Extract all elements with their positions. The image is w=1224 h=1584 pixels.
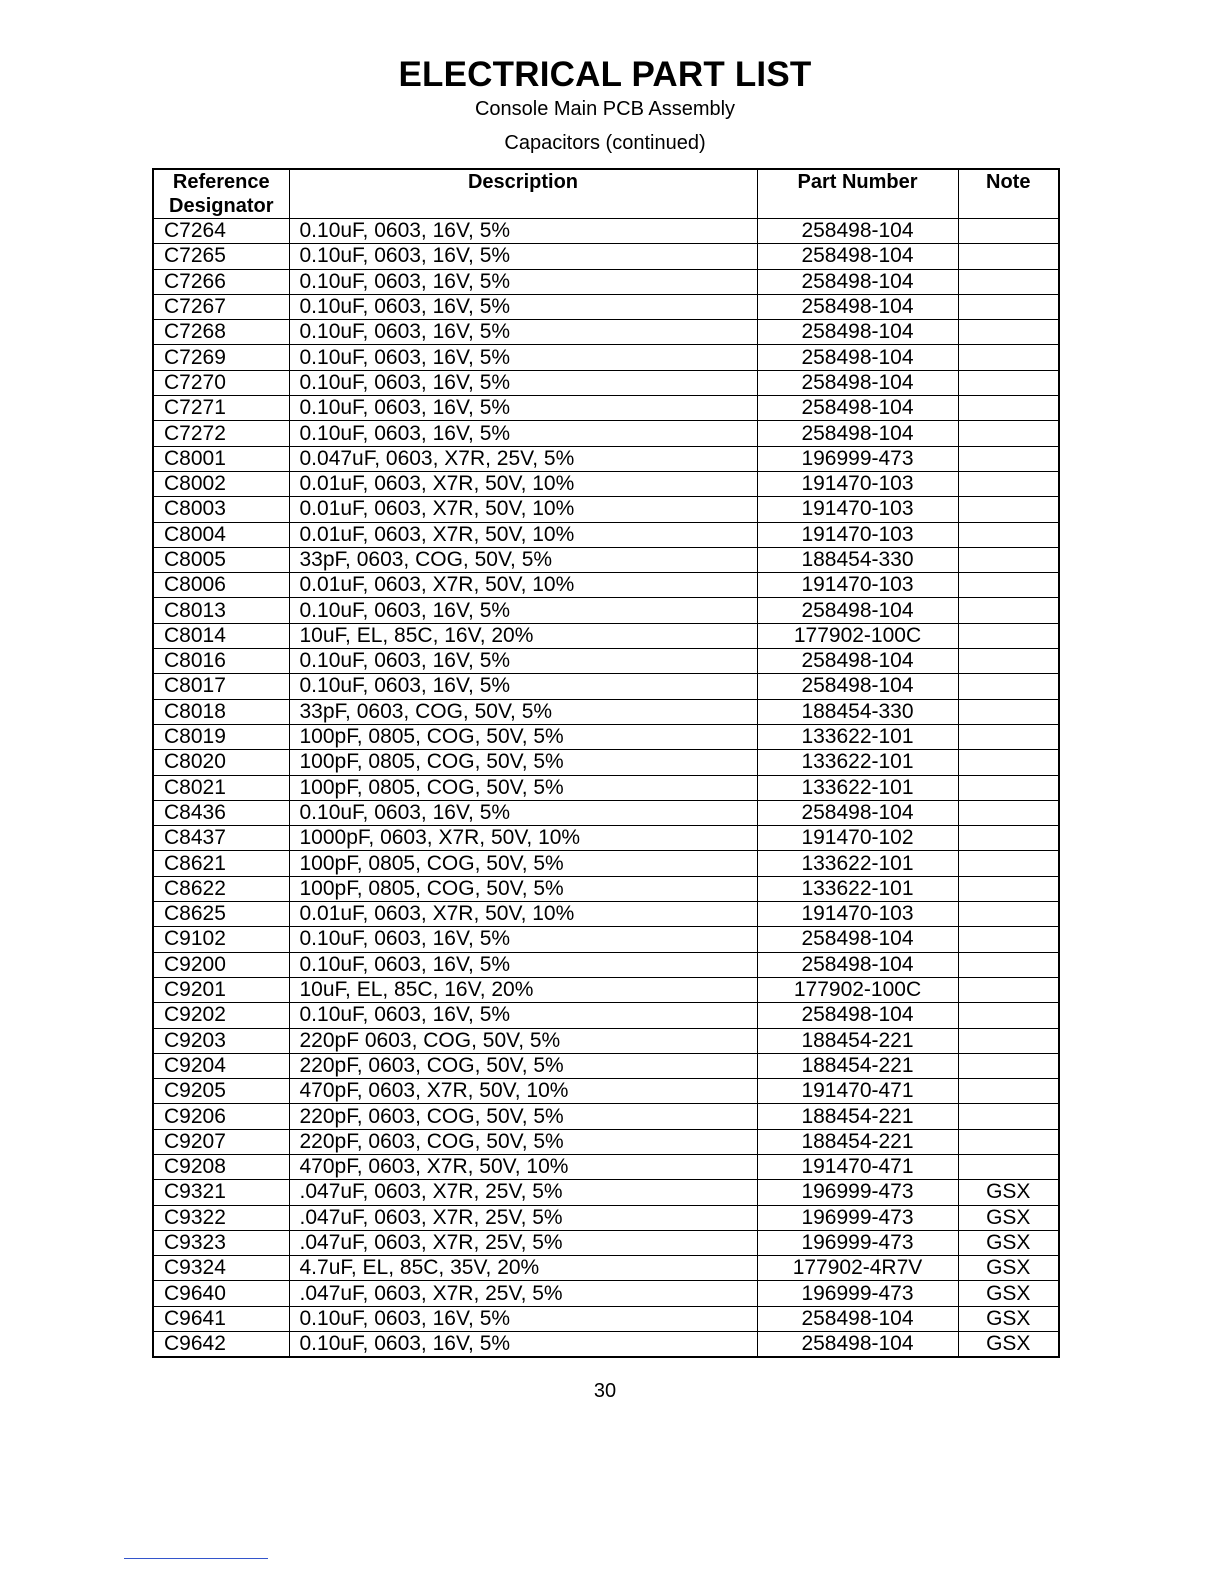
description-cell: 0.10uF, 0603, 16V, 5% <box>289 598 757 623</box>
table-row <box>153 800 1059 825</box>
column-header-note: Note <box>958 169 1059 219</box>
table-row <box>153 876 1059 901</box>
table-row <box>153 1003 1059 1028</box>
reference-cell: C8016 <box>153 649 289 674</box>
description-cell: 0.01uF, 0603, X7R, 50V, 10% <box>289 573 757 598</box>
table-row <box>153 294 1059 319</box>
description-cell: 0.10uF, 0603, 16V, 5% <box>289 1003 757 1028</box>
description-cell: .047uF, 0603, X7R, 25V, 5% <box>289 1281 757 1306</box>
note-cell <box>958 649 1059 674</box>
note-cell <box>958 775 1059 800</box>
description-cell: 0.10uF, 0603, 16V, 5% <box>289 800 757 825</box>
description-cell: 100pF, 0805, COG, 50V, 5% <box>289 851 757 876</box>
description-cell: 0.10uF, 0603, 16V, 5% <box>289 952 757 977</box>
table-row <box>153 497 1059 522</box>
reference-cell: C8625 <box>153 902 289 927</box>
part-number-cell: 196999-473 <box>757 446 958 471</box>
reference-cell: C8003 <box>153 497 289 522</box>
table-row <box>153 1154 1059 1179</box>
part-number-cell: 188454-221 <box>757 1028 958 1053</box>
part-number-cell: 258498-104 <box>757 927 958 952</box>
part-number-cell: 258498-104 <box>757 952 958 977</box>
table-row <box>153 1256 1059 1281</box>
note-cell <box>958 421 1059 446</box>
part-number-cell: 258498-104 <box>757 345 958 370</box>
table-row <box>153 573 1059 598</box>
description-cell: 0.10uF, 0603, 16V, 5% <box>289 396 757 421</box>
part-number-cell: 191470-103 <box>757 471 958 496</box>
reference-cell: C9640 <box>153 1281 289 1306</box>
description-cell: 220pF, 0603, COG, 50V, 5% <box>289 1129 757 1154</box>
description-cell: 0.01uF, 0603, X7R, 50V, 10% <box>289 522 757 547</box>
reference-cell: C8436 <box>153 800 289 825</box>
table-row <box>153 826 1059 851</box>
part-number-cell: 133622-101 <box>757 775 958 800</box>
part-number-cell: 188454-221 <box>757 1104 958 1129</box>
reference-cell: C9324 <box>153 1256 289 1281</box>
reference-cell: C9205 <box>153 1079 289 1104</box>
description-cell: 470pF, 0603, X7R, 50V, 10% <box>289 1079 757 1104</box>
table-row <box>153 1306 1059 1331</box>
part-number-cell: 196999-473 <box>757 1281 958 1306</box>
part-number-cell: 188454-221 <box>757 1053 958 1078</box>
part-number-cell: 133622-101 <box>757 876 958 901</box>
part-number-cell: 258498-104 <box>757 674 958 699</box>
part-number-cell: 258498-104 <box>757 800 958 825</box>
part-number-cell: 177902-4R7V <box>757 1256 958 1281</box>
table-row <box>153 269 1059 294</box>
description-cell: 0.10uF, 0603, 16V, 5% <box>289 269 757 294</box>
table-row <box>153 775 1059 800</box>
description-cell: 0.10uF, 0603, 16V, 5% <box>289 649 757 674</box>
part-number-cell: 258498-104 <box>757 294 958 319</box>
note-cell <box>958 370 1059 395</box>
reference-cell: C8018 <box>153 699 289 724</box>
table-row <box>153 1104 1059 1129</box>
table-row <box>153 1332 1059 1358</box>
reference-cell: C7265 <box>153 244 289 269</box>
note-cell <box>958 320 1059 345</box>
reference-cell: C9321 <box>153 1180 289 1205</box>
table-row <box>153 649 1059 674</box>
description-cell: 0.01uF, 0603, X7R, 50V, 10% <box>289 497 757 522</box>
part-number-cell: 133622-101 <box>757 750 958 775</box>
note-cell <box>958 1028 1059 1053</box>
note-cell <box>958 876 1059 901</box>
part-number-cell: 188454-330 <box>757 547 958 572</box>
note-cell <box>958 269 1059 294</box>
reference-cell: C8021 <box>153 775 289 800</box>
table-row <box>153 471 1059 496</box>
part-number-cell: 258498-104 <box>757 320 958 345</box>
note-cell <box>958 1003 1059 1028</box>
description-cell: 0.10uF, 0603, 16V, 5% <box>289 320 757 345</box>
description-cell: 0.10uF, 0603, 16V, 5% <box>289 294 757 319</box>
part-number-cell: 191470-103 <box>757 497 958 522</box>
description-cell: 100pF, 0805, COG, 50V, 5% <box>289 876 757 901</box>
part-number-cell: 191470-471 <box>757 1154 958 1179</box>
part-number-cell: 191470-103 <box>757 902 958 927</box>
table-row <box>153 345 1059 370</box>
part-number-cell: 188454-330 <box>757 699 958 724</box>
description-cell: 0.047uF, 0603, X7R, 25V, 5% <box>289 446 757 471</box>
reference-cell: C9204 <box>153 1053 289 1078</box>
reference-cell: C8621 <box>153 851 289 876</box>
part-number-cell: 258498-104 <box>757 370 958 395</box>
note-cell <box>958 471 1059 496</box>
note-cell <box>958 219 1059 244</box>
description-cell: 0.10uF, 0603, 16V, 5% <box>289 1306 757 1331</box>
description-cell: 220pF 0603, COG, 50V, 5% <box>289 1028 757 1053</box>
description-cell: 0.10uF, 0603, 16V, 5% <box>289 674 757 699</box>
table-row <box>153 421 1059 446</box>
description-cell: 220pF, 0603, COG, 50V, 5% <box>289 1104 757 1129</box>
description-cell: 0.10uF, 0603, 16V, 5% <box>289 370 757 395</box>
table-row <box>153 547 1059 572</box>
note-cell: GSX <box>958 1230 1059 1255</box>
part-number-cell: 258498-104 <box>757 269 958 294</box>
part-number-cell: 258498-104 <box>757 219 958 244</box>
table-row <box>153 446 1059 471</box>
column-header-part-number: Part Number <box>757 169 958 219</box>
description-cell: 100pF, 0805, COG, 50V, 5% <box>289 775 757 800</box>
part-number-cell: 258498-104 <box>757 421 958 446</box>
description-cell: 220pF, 0603, COG, 50V, 5% <box>289 1053 757 1078</box>
note-cell <box>958 927 1059 952</box>
note-cell <box>958 699 1059 724</box>
reference-cell: C7272 <box>153 421 289 446</box>
reference-cell: C8013 <box>153 598 289 623</box>
reference-cell: C9206 <box>153 1104 289 1129</box>
part-number-cell: 177902-100C <box>757 977 958 1002</box>
parts-table-body <box>153 219 1059 1358</box>
note-cell <box>958 902 1059 927</box>
description-cell: 100pF, 0805, COG, 50V, 5% <box>289 724 757 749</box>
note-cell <box>958 598 1059 623</box>
reference-cell: C9641 <box>153 1306 289 1331</box>
part-number-cell: 191470-102 <box>757 826 958 851</box>
note-cell <box>958 396 1059 421</box>
part-number-cell: 191470-471 <box>757 1079 958 1104</box>
page-number: 30 <box>593 1380 617 1402</box>
description-cell: 0.10uF, 0603, 16V, 5% <box>289 345 757 370</box>
table-row <box>153 674 1059 699</box>
part-number-cell: 196999-473 <box>757 1180 958 1205</box>
reference-cell: C8005 <box>153 547 289 572</box>
note-cell <box>958 623 1059 648</box>
note-cell: GSX <box>958 1205 1059 1230</box>
part-number-cell: 188454-221 <box>757 1129 958 1154</box>
description-cell: 470pF, 0603, X7R, 50V, 10% <box>289 1154 757 1179</box>
column-header-description: Description <box>289 169 757 219</box>
reference-cell: C9208 <box>153 1154 289 1179</box>
description-cell: .047uF, 0603, X7R, 25V, 5% <box>289 1205 757 1230</box>
table-row <box>153 699 1059 724</box>
part-number-cell: 258498-104 <box>757 1306 958 1331</box>
reference-cell: C7268 <box>153 320 289 345</box>
table-row <box>153 902 1059 927</box>
column-header-reference: Reference Designator <box>153 169 289 219</box>
reference-cell: C7266 <box>153 269 289 294</box>
description-cell: 4.7uF, EL, 85C, 35V, 20% <box>289 1256 757 1281</box>
reference-cell: C9323 <box>153 1230 289 1255</box>
reference-cell: C8014 <box>153 623 289 648</box>
description-cell: 33pF, 0603, COG, 50V, 5% <box>289 699 757 724</box>
part-number-cell: 258498-104 <box>757 649 958 674</box>
table-row <box>153 1281 1059 1306</box>
description-cell: 10uF, EL, 85C, 16V, 20% <box>289 977 757 1002</box>
note-cell <box>958 1079 1059 1104</box>
note-cell <box>958 1154 1059 1179</box>
part-number-cell: 133622-101 <box>757 724 958 749</box>
part-number-cell: 133622-101 <box>757 851 958 876</box>
note-cell <box>958 750 1059 775</box>
note-cell <box>958 724 1059 749</box>
description-cell: 0.10uF, 0603, 16V, 5% <box>289 421 757 446</box>
note-cell <box>958 345 1059 370</box>
note-cell <box>958 826 1059 851</box>
reference-cell: C7264 <box>153 219 289 244</box>
table-row <box>153 244 1059 269</box>
part-number-cell: 177902-100C <box>757 623 958 648</box>
note-cell <box>958 674 1059 699</box>
note-cell <box>958 800 1059 825</box>
table-row <box>153 1230 1059 1255</box>
table-row <box>153 750 1059 775</box>
reference-cell: C9642 <box>153 1332 289 1358</box>
description-cell: 1000pF, 0603, X7R, 50V, 10% <box>289 826 757 851</box>
description-cell: 0.10uF, 0603, 16V, 5% <box>289 927 757 952</box>
part-number-cell: 196999-473 <box>757 1205 958 1230</box>
note-cell <box>958 1053 1059 1078</box>
reference-cell: C9201 <box>153 977 289 1002</box>
note-cell <box>958 244 1059 269</box>
reference-cell: C8004 <box>153 522 289 547</box>
note-cell: GSX <box>958 1306 1059 1331</box>
table-row <box>153 598 1059 623</box>
part-number-cell: 258498-104 <box>757 598 958 623</box>
note-cell <box>958 547 1059 572</box>
reference-cell: C8437 <box>153 826 289 851</box>
table-row <box>153 370 1059 395</box>
reference-cell: C8002 <box>153 471 289 496</box>
reference-cell: C7270 <box>153 370 289 395</box>
description-cell: 0.10uF, 0603, 16V, 5% <box>289 244 757 269</box>
reference-cell: C9322 <box>153 1205 289 1230</box>
table-row <box>153 320 1059 345</box>
parts-table <box>152 168 1060 1358</box>
note-cell: GSX <box>958 1281 1059 1306</box>
table-row <box>153 724 1059 749</box>
table-row <box>153 927 1059 952</box>
note-cell: GSX <box>958 1332 1059 1358</box>
section-subtitle: Capacitors (continued) <box>504 132 706 154</box>
part-number-cell: 196999-473 <box>757 1230 958 1255</box>
table-row <box>153 851 1059 876</box>
description-cell: 0.01uF, 0603, X7R, 50V, 10% <box>289 471 757 496</box>
note-cell <box>958 952 1059 977</box>
description-cell: 100pF, 0805, COG, 50V, 5% <box>289 750 757 775</box>
note-cell <box>958 573 1059 598</box>
note-cell <box>958 1129 1059 1154</box>
reference-cell: C8001 <box>153 446 289 471</box>
table-row <box>153 1053 1059 1078</box>
part-number-cell: 191470-103 <box>757 573 958 598</box>
reference-cell: C9102 <box>153 927 289 952</box>
table-row <box>153 623 1059 648</box>
description-cell: 0.10uF, 0603, 16V, 5% <box>289 219 757 244</box>
description-cell: .047uF, 0603, X7R, 25V, 5% <box>289 1230 757 1255</box>
table-row <box>153 1079 1059 1104</box>
reference-cell: C7269 <box>153 345 289 370</box>
reference-cell: C8017 <box>153 674 289 699</box>
footer-divider <box>124 1558 268 1559</box>
note-cell <box>958 497 1059 522</box>
note-cell <box>958 294 1059 319</box>
note-cell: GSX <box>958 1180 1059 1205</box>
reference-cell: C9202 <box>153 1003 289 1028</box>
description-cell: .047uF, 0603, X7R, 25V, 5% <box>289 1180 757 1205</box>
reference-cell: C9207 <box>153 1129 289 1154</box>
table-row <box>153 1129 1059 1154</box>
note-cell <box>958 1104 1059 1129</box>
description-cell: 33pF, 0603, COG, 50V, 5% <box>289 547 757 572</box>
reference-cell: C8019 <box>153 724 289 749</box>
part-number-cell: 258498-104 <box>757 396 958 421</box>
table-row <box>153 1028 1059 1053</box>
table-row <box>153 522 1059 547</box>
reference-cell: C8006 <box>153 573 289 598</box>
reference-cell: C7267 <box>153 294 289 319</box>
reference-cell: C9203 <box>153 1028 289 1053</box>
table-row <box>153 396 1059 421</box>
note-cell <box>958 522 1059 547</box>
note-cell <box>958 851 1059 876</box>
table-row <box>153 1180 1059 1205</box>
reference-cell: C7271 <box>153 396 289 421</box>
table-row <box>153 1205 1059 1230</box>
page-title: ELECTRICAL PART LIST <box>398 55 812 94</box>
table-row <box>153 977 1059 1002</box>
reference-cell: C8020 <box>153 750 289 775</box>
table-header-row <box>153 169 1059 219</box>
part-number-cell: 258498-104 <box>757 1332 958 1358</box>
description-cell: 0.10uF, 0603, 16V, 5% <box>289 1332 757 1358</box>
description-cell: 10uF, EL, 85C, 16V, 20% <box>289 623 757 648</box>
table-row <box>153 952 1059 977</box>
part-number-cell: 258498-104 <box>757 1003 958 1028</box>
reference-cell: C9200 <box>153 952 289 977</box>
part-number-cell: 258498-104 <box>757 244 958 269</box>
assembly-subtitle: Console Main PCB Assembly <box>474 98 736 120</box>
description-cell: 0.01uF, 0603, X7R, 50V, 10% <box>289 902 757 927</box>
note-cell: GSX <box>958 1256 1059 1281</box>
note-cell <box>958 977 1059 1002</box>
note-cell <box>958 446 1059 471</box>
reference-cell: C8622 <box>153 876 289 901</box>
table-row <box>153 219 1059 244</box>
part-number-cell: 191470-103 <box>757 522 958 547</box>
